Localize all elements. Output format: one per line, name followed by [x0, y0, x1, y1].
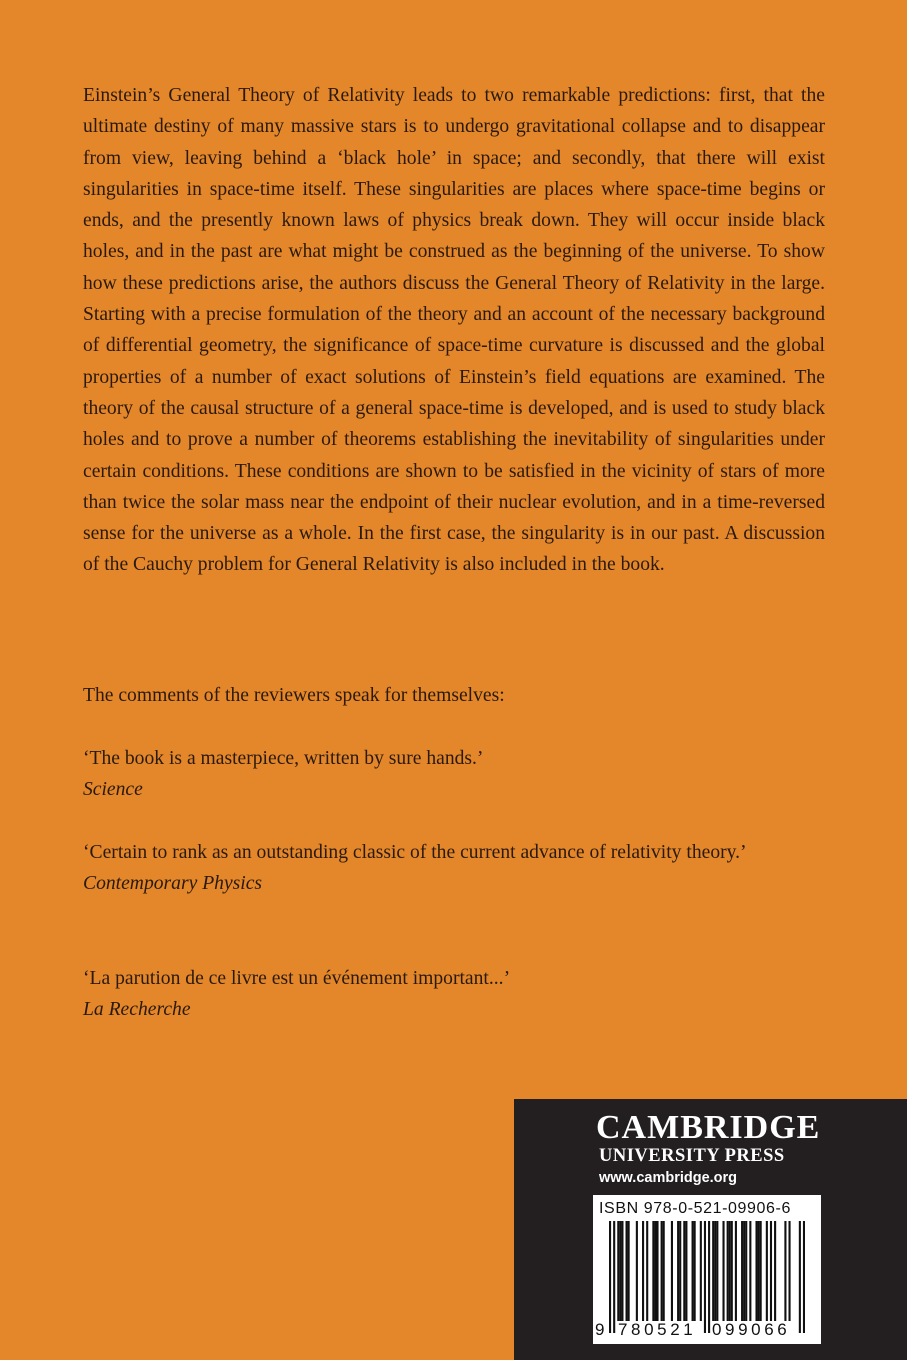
- review-quote-text: ‘Certain to rank as an outstanding classic of the current advance of relativity theory.’: [83, 842, 747, 863]
- publisher-url: www.cambridge.org: [599, 1170, 738, 1186]
- barcode-bar: [743, 1221, 745, 1321]
- barcode-bar: [758, 1221, 760, 1321]
- isbn-barcode: [593, 1195, 821, 1344]
- barcode-bar: [671, 1221, 673, 1321]
- review-quote: [83, 743, 825, 806]
- barcode-bar: [770, 1221, 772, 1321]
- barcode-bar: [735, 1221, 737, 1321]
- barcode-bar: [727, 1221, 729, 1321]
- barcode-bar: [619, 1221, 621, 1321]
- barcode-left-digits: 780521: [618, 1320, 697, 1339]
- barcode-bar: [716, 1221, 718, 1321]
- publisher-block: [514, 1099, 907, 1360]
- barcode-bar: [731, 1221, 733, 1321]
- barcode-bar: [646, 1221, 648, 1321]
- barcode-bar: [654, 1221, 656, 1321]
- barcode-bar: [656, 1221, 658, 1321]
- publisher-name: CAMBRIDGE: [596, 1109, 821, 1146]
- barcode-bar: [729, 1221, 731, 1321]
- publisher-press: UNIVERSITY PRESS: [599, 1146, 785, 1166]
- barcode-bar: [714, 1221, 716, 1321]
- barcode-bar: [774, 1221, 776, 1321]
- review-quote-text: ‘La parution de ce livre est un événement important...’: [83, 968, 511, 989]
- barcode-bar: [803, 1221, 805, 1333]
- barcode-bar: [613, 1221, 615, 1333]
- barcode-bar: [679, 1221, 681, 1321]
- barcode-bar: [745, 1221, 747, 1321]
- barcode-bar: [636, 1221, 638, 1321]
- barcode-bar: [685, 1221, 687, 1321]
- review-source: Science: [83, 779, 143, 801]
- barcode-bar: [617, 1221, 619, 1321]
- review-source: La Recherche: [83, 999, 191, 1021]
- barcode-bar: [621, 1221, 623, 1321]
- barcode-bar: [788, 1221, 790, 1321]
- review-source: Contemporary Physics: [83, 873, 263, 895]
- review-quote: [83, 837, 825, 900]
- review-quote: [83, 963, 825, 1026]
- barcode-bar: [784, 1221, 786, 1321]
- barcode-bar: [700, 1221, 702, 1321]
- barcode-icon: [609, 1221, 805, 1333]
- barcode-bar: [712, 1221, 714, 1321]
- book-description: Einstein’s General Theory of Relativity leads to two remarkable predictions: first, that the ultimate destiny of many massive stars is to undergo gravitational collapse and to disappear from view, leaving behind a ‘black hole’ in space; and secondly, that there will exist singularities in space-time itself. These singularities are places where space-time begins or ends, and the presently known laws of physics break down. They will occur inside black holes, and in the past are what might be construed as the beginning of the universe. To show how these predictions arise, the authors discuss the General Theory of Relativity in the large. Starting with a precise formulation of the theory and an account of the necessary background of differential geometry, the significance of space-time curvature is discussed and the global properties of a number of exact solutions of Einstein’s field equations are examined. The theory of the causal structure of a general space-time is developed, and is used to study black holes and to prove a number of theorems establishing the inevitability of singularities under certain conditions. These conditions are shown to be satisfied in the vicinity of stars of more than twice the solar mass near the endpoint of their nuclear evolution, and in a time-reversed sense for the universe as a whole. In the first case, the singularity is in our past. A discussion of the Cauchy problem for General Relativity is also included in the book.: [83, 85, 825, 576]
- barcode-bar: [760, 1221, 762, 1321]
- barcode-bar: [722, 1221, 724, 1321]
- barcode-bar: [766, 1221, 768, 1321]
- barcode-bar: [652, 1221, 654, 1321]
- barcode-bar: [642, 1221, 644, 1321]
- barcode-bar: [626, 1221, 628, 1321]
- barcode-bar: [799, 1221, 801, 1333]
- barcode-bar: [609, 1221, 611, 1333]
- barcode-bar: [694, 1221, 696, 1321]
- barcode-right-digits: 099066: [712, 1320, 791, 1339]
- barcode-bar: [741, 1221, 743, 1321]
- barcode-first-digit: 9: [595, 1320, 605, 1339]
- barcode-bar: [708, 1221, 710, 1333]
- barcode-bar: [661, 1221, 663, 1321]
- barcode-bar: [663, 1221, 665, 1321]
- barcode-bar: [704, 1221, 706, 1333]
- isbn-number: ISBN 978-0-521-09906-6: [599, 1200, 791, 1217]
- barcode-bar: [755, 1221, 757, 1321]
- barcode-bar: [692, 1221, 694, 1321]
- barcode-bar: [677, 1221, 679, 1321]
- reviews-intro: The comments of the reviewers speak for themselves:: [83, 685, 505, 706]
- barcode-bar: [683, 1221, 685, 1321]
- barcode-bar: [628, 1221, 630, 1321]
- review-quote-text: ‘The book is a masterpiece, written by sure hands.’: [83, 748, 484, 769]
- barcode-bar: [749, 1221, 751, 1321]
